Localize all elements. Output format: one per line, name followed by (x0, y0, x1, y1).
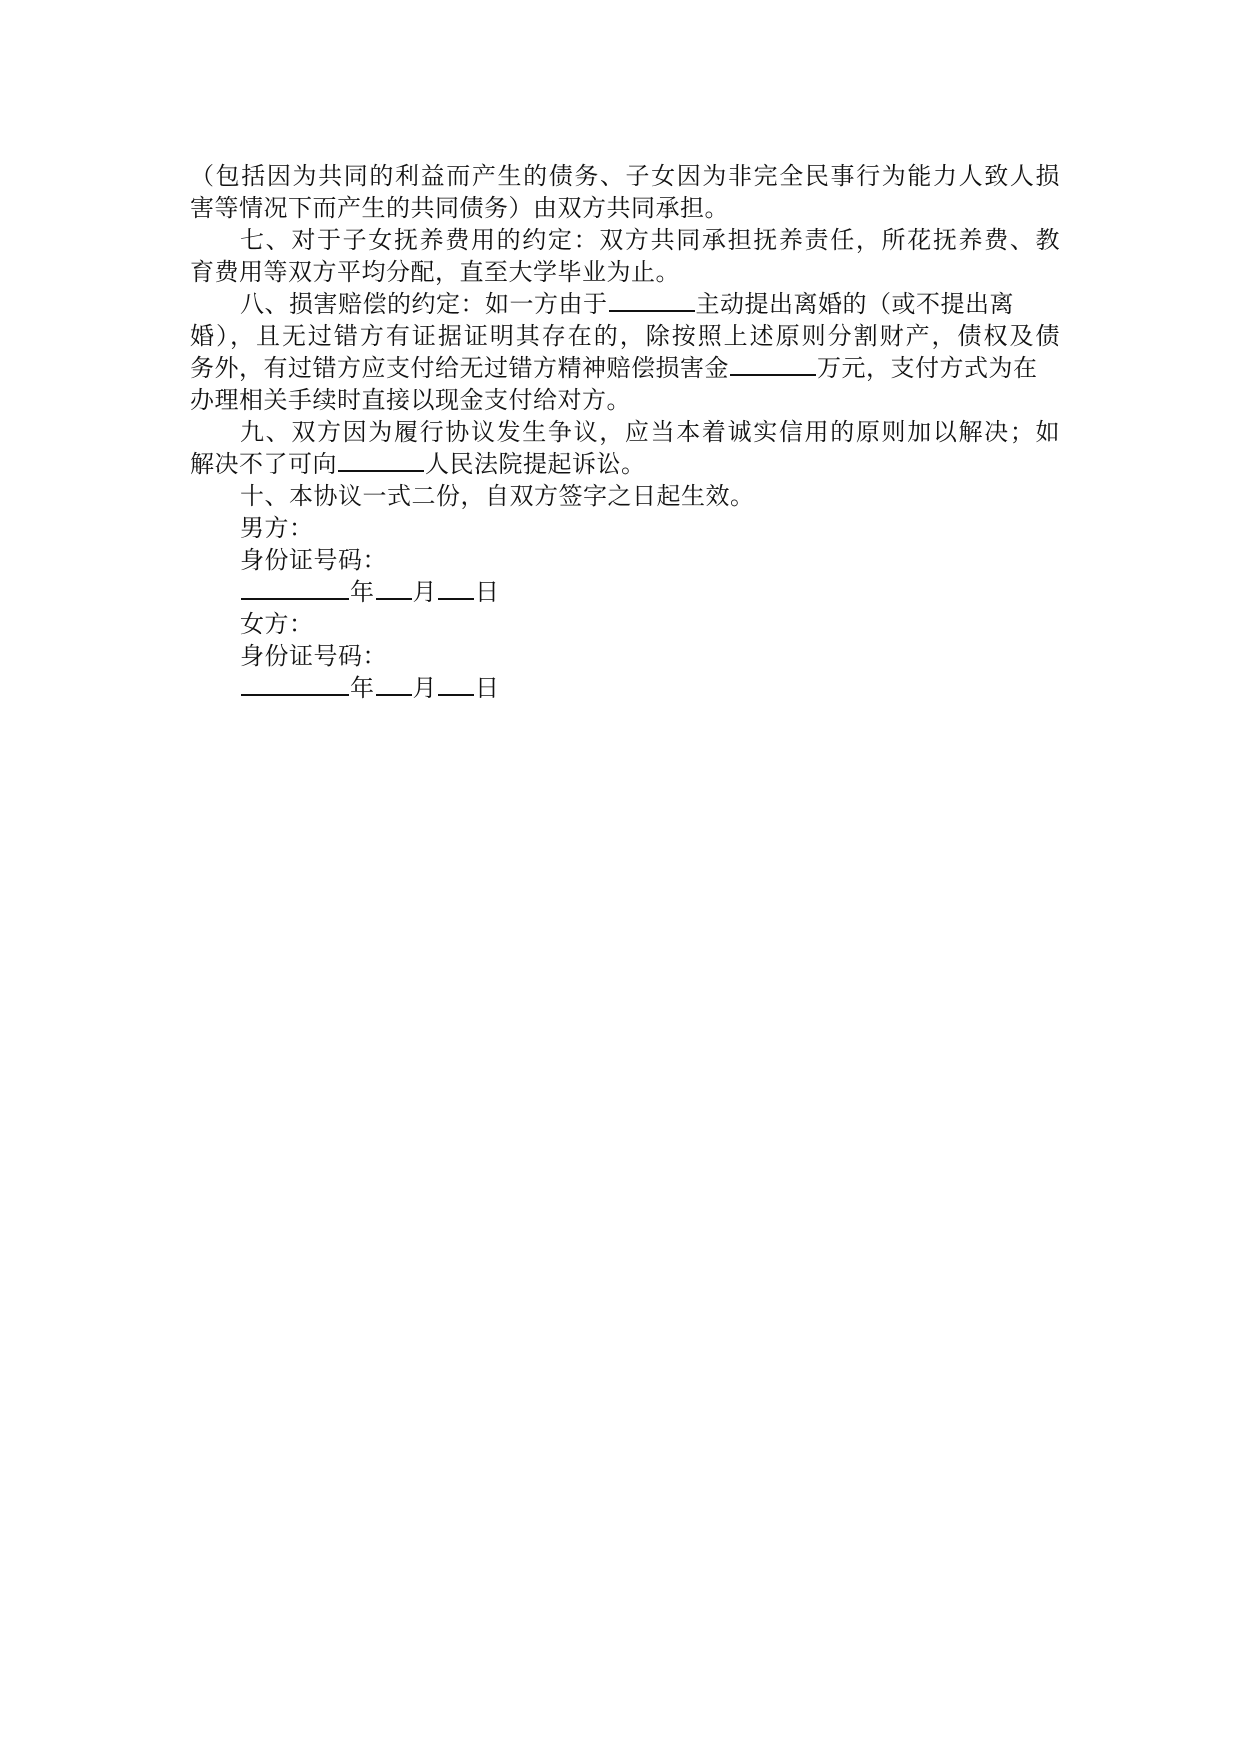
signature-block-male (190, 512, 1060, 608)
signature-date: 年 月 日 (190, 672, 1060, 704)
line-text: 八、损害赔偿的约定：如一方由于 (240, 290, 608, 318)
line-text: 解决不了可向 (190, 450, 337, 478)
id-number-label: 身份证号码： (240, 546, 387, 574)
id-number-label: 身份证号码： (240, 642, 387, 670)
clause-ten (190, 480, 1060, 512)
line-text: 办理相关手续时直接以现金支付给对方。 (190, 386, 631, 414)
fill-blank-day[interactable] (438, 672, 474, 696)
fill-blank-day[interactable] (438, 576, 474, 600)
line-text: 务外，有过错方应支付给无过错方精神赔偿损害金 (190, 354, 729, 382)
text-line (190, 320, 1060, 352)
line-text: 害等情况下而产生的共同债务）由双方共同承担。 (190, 194, 729, 222)
party-label: 女方： (240, 610, 314, 638)
line-text: 十、本协议一式二份，自双方签字之日起生效。 (240, 482, 755, 510)
fill-blank-year[interactable] (241, 576, 349, 600)
text-line (190, 192, 1060, 224)
line-text: （包括因为共同的利益而产生的债务、子女因为非完全民事行为能力人致人损 (190, 162, 1060, 190)
fill-blank-month[interactable] (376, 672, 412, 696)
text-line (190, 160, 1060, 192)
text-line (190, 352, 1060, 384)
text-line (190, 256, 1060, 288)
clause-eight (190, 288, 1060, 320)
fill-blank-amount[interactable] (730, 352, 816, 376)
line-text: 婚），且无过错方有证据证明其存在的，除按照上述原则分割财产，债权及债 (190, 322, 1060, 350)
text-line (190, 448, 1060, 480)
line-text: 七、对于子女抚养费用的约定：双方共同承担抚养责任，所花抚养费、教 (240, 226, 1060, 254)
fill-blank-year[interactable] (241, 672, 349, 696)
line-text: 人民法院提起诉讼。 (425, 450, 646, 478)
text-line (190, 384, 1060, 416)
line-text: 九、双方因为履行协议发生争议，应当本着诚实信用的原则加以解决；如 (240, 418, 1060, 446)
signature-block-female (190, 608, 1060, 704)
clause-seven (190, 224, 1060, 256)
fill-blank-court[interactable] (338, 448, 424, 472)
fill-blank-month[interactable] (376, 576, 412, 600)
clause-nine (190, 416, 1060, 448)
agreement-body (190, 160, 1060, 704)
line-text: 万元，支付方式为在 (817, 354, 1038, 382)
line-text: 育费用等双方平均分配，直至大学毕业为止。 (190, 258, 680, 286)
signature-date: 年 月 日 (190, 576, 1060, 608)
line-text: 主动提出离婚的（或不提出离 (695, 290, 1014, 318)
party-label: 男方： (240, 514, 314, 542)
fill-blank-reason[interactable] (609, 288, 695, 312)
